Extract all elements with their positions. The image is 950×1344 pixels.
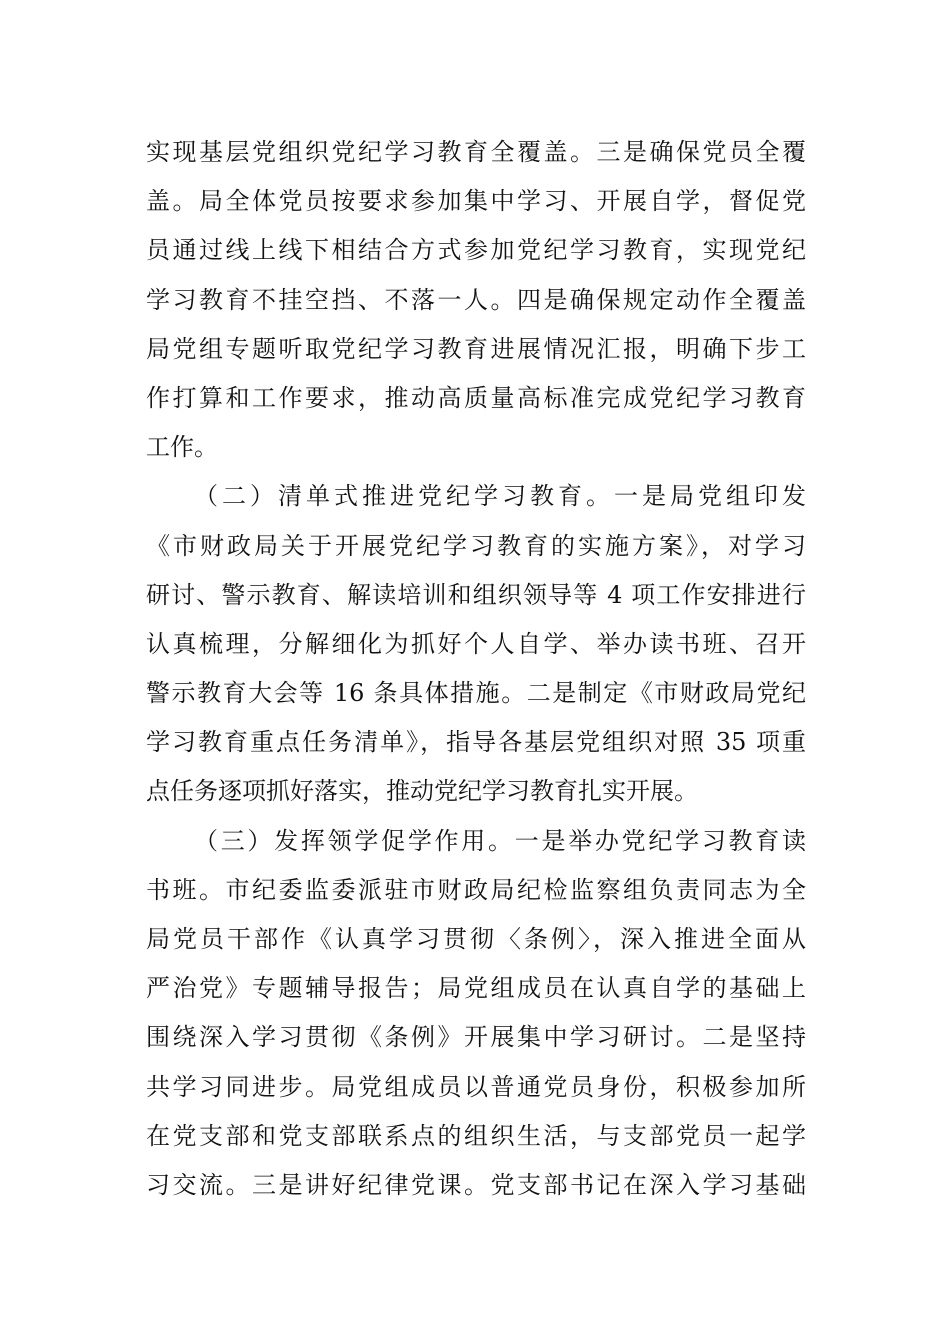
body-text-line: 在党支部和党支部联系点的组织生活，与支部党员一起学	[146, 1121, 806, 1150]
body-text-line: 员通过线上线下相结合方式参加党纪学习教育，实现党纪	[146, 236, 806, 265]
document-body	[146, 128, 806, 1210]
body-text-line: 认真梳理，分解细化为抓好个人自学、举办读书班、召开	[146, 629, 806, 658]
body-text-line: 围绕深入学习贯彻《条例》开展集中学习研讨。二是坚持	[146, 1023, 806, 1052]
body-text-line: 学习教育重点任务清单》，指导各基层党组织对照 35 项重	[146, 728, 806, 757]
body-text-line: 局党组专题听取党纪学习教育进展情况汇报，明确下步工	[146, 334, 806, 363]
body-text-line: 点任务逐项抓好落实，推动党纪学习教育扎实开展。	[146, 777, 698, 806]
body-text-line: 学习教育不挂空挡、不落一人。四是确保规定动作全覆盖	[146, 285, 806, 314]
body-text-line: （三）发挥领学促学作用。一是举办党纪学习教育读	[194, 826, 806, 855]
body-text-line: 盖。局全体党员按要求参加集中学习、开展自学，督促党	[146, 187, 806, 216]
body-text-line: 警示教育大会等 16 条具体措施。二是制定《市财政局党纪	[146, 679, 806, 708]
body-text-line: 书班。市纪委监委派驻市财政局纪检监察组负责同志为全	[146, 875, 806, 904]
body-text-line: 实现基层党组织党纪学习教育全覆盖。三是确保党员全覆	[146, 138, 806, 166]
body-text-line: 习交流。三是讲好纪律党课。党支部书记在深入学习基础	[146, 1170, 806, 1199]
body-text-line: 共学习同进步。局党组成员以普通党员身份，积极参加所	[146, 1072, 806, 1101]
body-text-line: 《市财政局关于开展党纪学习教育的实施方案》，对学习	[146, 531, 806, 560]
body-text-line: （二）清单式推进党纪学习教育。一是局党组印发	[194, 482, 806, 511]
body-text-line: 局党员干部作《认真学习贯彻〈条例〉，深入推进全面从	[146, 925, 806, 953]
body-text-line: 严治党》专题辅导报告；局党组成员在认真自学的基础上	[146, 974, 806, 1003]
body-text-line: 研讨、警示教育、解读培训和组织领导等 4 项工作安排进行	[146, 580, 806, 609]
body-text-line: 工作。	[146, 433, 218, 462]
body-text-line: 作打算和工作要求，推动高质量高标准完成党纪学习教育	[146, 383, 806, 412]
